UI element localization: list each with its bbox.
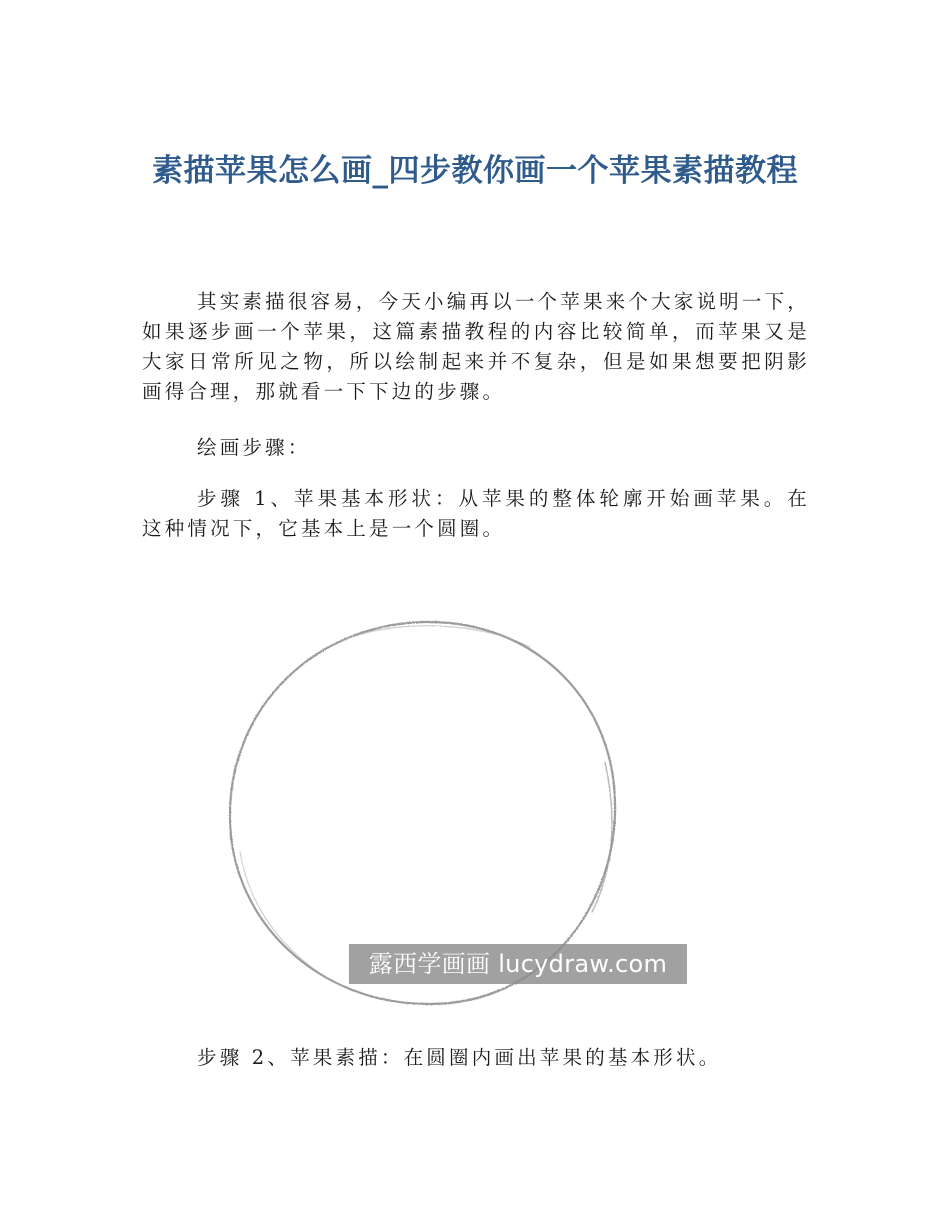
document-title: 素描苹果怎么画_四步教你画一个苹果素描教程 (152, 153, 798, 189)
step-1-paragraph: 步骤 1、苹果基本形状：从苹果的整体轮廓开始画苹果。在这种情况下，它基本上是一个圆圈。 (142, 487, 810, 540)
steps-heading: 绘画步骤： (197, 436, 311, 459)
step-2-paragraph: 步骤 2、苹果素描：在圆圈内画出苹果的基本形状。 (197, 1046, 722, 1069)
intro-paragraph: 其实素描很容易，今天小编再以一个苹果来个大家说明一下，如果逐步画一个苹果，这篇素描教程的内容比较简单，而苹果又是大家日常所见之物，所以绘制起来并不复杂，但是如果想要把阴影画得合理，那就看一下下边的步骤。 (142, 290, 810, 403)
watermark-banner: 露西学画画 lucydraw.com (349, 944, 687, 984)
